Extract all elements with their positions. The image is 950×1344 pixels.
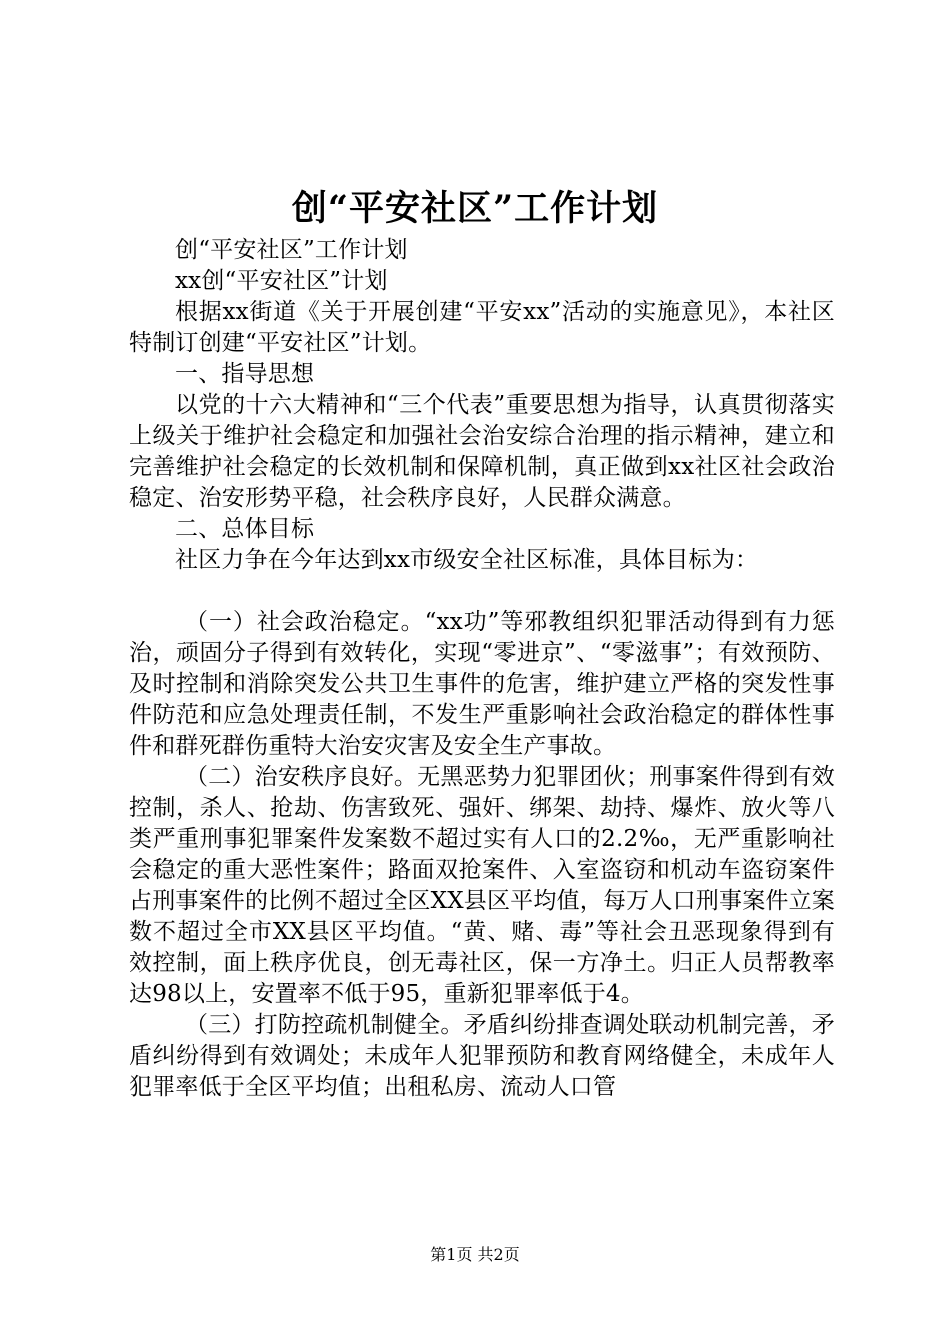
blank-line xyxy=(129,576,835,607)
paragraph-plan-name: xx创“平安社区”计划 xyxy=(175,268,388,294)
paragraph-intro: 根据xx街道《关于开展创建“平安xx”活动的实施意见》，本社区特制订创建“平安社区”计划。 xyxy=(129,299,835,356)
page-footer: 第1页 共2页 xyxy=(430,1245,520,1264)
paragraph-subtitle: 创“平安社区”工作计划 xyxy=(175,237,408,263)
paragraph-goal-political-stability: （一）社会政治稳定。“xx功”等邪教组织犯罪活动得到有力惩治，顽固分子得到有效转化，实现“零进京”、“零滋事”；有效预防、及时控制和消除突发公共卫生事件的危害，维护建立严格的突发性事件防范和应急处理责任制，不发生严重影响社会政治稳定的群体性事件和群死群伤重特大治安灾害及安全生产事故。 xyxy=(129,609,835,759)
paragraph-goal-prevention-mechanism: （三）打防控疏机制健全。矛盾纠纷排查调处联动机制完善，矛盾纠纷得到有效调处；未成年人犯罪预防和教育网络健全，未成年人犯罪率低于全区平均值；出租私房、流动人口管 xyxy=(129,1012,835,1100)
document-title: 创“平安社区”工作计划 xyxy=(291,188,659,229)
document-body xyxy=(129,235,835,1103)
section-heading-guiding-thought: 一、指导思想 xyxy=(175,361,315,387)
paragraph-guiding-thought: 以党的十六大精神和“三个代表”重要思想为指导，认真贯彻落实上级关于维护社会稳定和加强社会治安综合治理的指示精神，建立和完善维护社会稳定的长效机制和保障机制，真正做到xx社区社会政治稳定、治安形势平稳，社会秩序良好，人民群众满意。 xyxy=(129,392,835,511)
paragraph-overall-goal: 社区力争在今年达到xx市级安全社区标准，具体目标为： xyxy=(175,547,759,573)
section-heading-overall-goal: 二、总体目标 xyxy=(175,516,315,542)
paragraph-goal-public-order: （二）治安秩序良好。无黑恶势力犯罪团伙；刑事案件得到有效控制，杀人、抢劫、伤害致死、强奸、绑架、劫持、爆炸、放火等八类严重刑事犯罪案件发案数不超过实有人口的2.2‰，无严重影响社会稳定的重大恶性案件；路面双抢案件、入室盗窃和机动车盗窃案件占刑事案件的比例不超过全区XX县区平均值，每万人口刑事案件立案数不超过全市XX县区平均值。“黄、赌、毒”等社会丑恶现象得到有效控制，面上秩序优良，创无毒社区，保一方净土。归正人员帮教率达98以上，安置率不低于95，重新犯罪率低于4。 xyxy=(129,764,835,1007)
